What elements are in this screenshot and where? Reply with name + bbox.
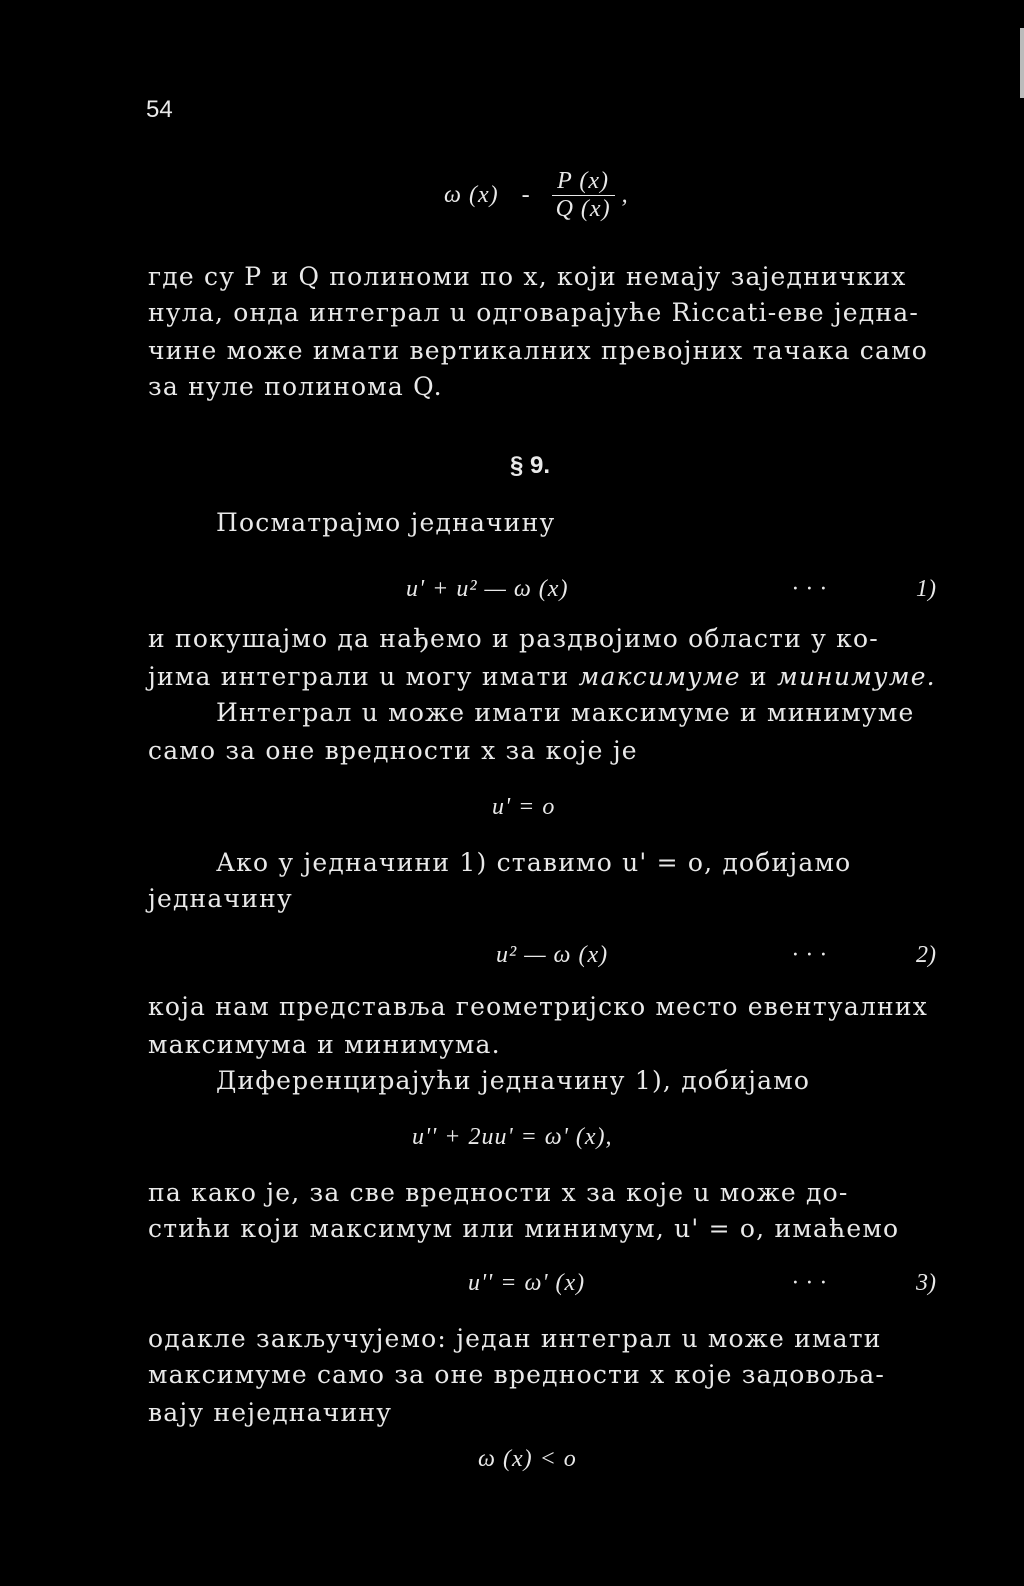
para3-line1: и покушајмо да нађемо и раздвојимо области у ко- bbox=[148, 624, 879, 653]
para1-line4: за нуле полинома Q. bbox=[148, 372, 443, 401]
scan-edge-mark bbox=[1020, 28, 1024, 98]
para1-line3: чине може имати вертикалних превојних тачака само bbox=[148, 336, 928, 365]
para5-line1: која нам представља геометријско место евентуалних bbox=[148, 992, 929, 1021]
equation-1-number: 1) bbox=[916, 576, 936, 602]
para3-line2 bbox=[148, 662, 936, 691]
para6-line2: стићи који максимум или минимум, u' = o, имаћемо bbox=[148, 1214, 900, 1243]
para1-line2: нула, онда интеграл u одговарајуће Riccati-eве једна- bbox=[148, 298, 920, 327]
fraction bbox=[552, 168, 615, 223]
equation-operator: - bbox=[521, 182, 531, 208]
inequality: ω (x) < o bbox=[478, 1446, 577, 1472]
equation-comma: , bbox=[621, 182, 629, 208]
equation-3-number: 3) bbox=[916, 1270, 936, 1296]
para2-line1: Посматрајмо једначину bbox=[216, 508, 556, 537]
para5-line3: Диференцирајући једначину 1), добијамо bbox=[216, 1066, 811, 1095]
equation-2: u² — ω (x) bbox=[496, 942, 609, 968]
equation-2-number: 2) bbox=[916, 942, 936, 968]
equation-omega-definition bbox=[444, 168, 629, 223]
equation-differentiated: u'' + 2uu' = ω' (x), bbox=[412, 1124, 613, 1150]
para7-line3: вају неједначину bbox=[148, 1398, 393, 1427]
equation-derivative-zero: u' = o bbox=[492, 794, 556, 820]
fraction-numerator: P (x) bbox=[552, 168, 615, 196]
equation-1-dots: · · · bbox=[792, 576, 827, 602]
page-number: 54 bbox=[146, 96, 173, 123]
equation-1: u' + u² — ω (x) bbox=[406, 576, 569, 602]
para3-line2-text: јима интеграли u могу имати bbox=[148, 662, 570, 691]
maximum-word: максимуме bbox=[578, 662, 741, 691]
fraction-denominator: Q (x) bbox=[555, 196, 611, 222]
para7-line1: одакле закључујемо: један интеграл u може имати bbox=[148, 1324, 882, 1353]
para6-line1: па како је, за све вредности x за које u може до- bbox=[148, 1178, 849, 1207]
minimum-word: минимуме. bbox=[776, 662, 936, 691]
equation-3-dots: · · · bbox=[792, 1270, 827, 1296]
equation-3: u'' = ω' (x) bbox=[468, 1270, 586, 1296]
and-word: и bbox=[749, 662, 768, 691]
para4-line2: једначину bbox=[148, 884, 293, 913]
para5-line2: максимума и минимума. bbox=[148, 1030, 501, 1059]
para3-line3: Интеграл u може имати максимуме и минимуме bbox=[216, 698, 915, 727]
para4-line1: Ако у једначини 1) ставимо u' = o, добијамо bbox=[216, 848, 852, 877]
para7-line2: максимуме само за оне вредности x које задовоља- bbox=[148, 1360, 886, 1389]
para1-line1: где су P и Q полиноми по x, који немају заједничких bbox=[148, 262, 907, 291]
section-heading: § 9. bbox=[510, 452, 551, 479]
para3-line4: само за оне вредности x за које је bbox=[148, 736, 638, 765]
equation-2-dots: · · · bbox=[792, 942, 827, 968]
equation-lhs: ω (x) bbox=[444, 182, 499, 208]
